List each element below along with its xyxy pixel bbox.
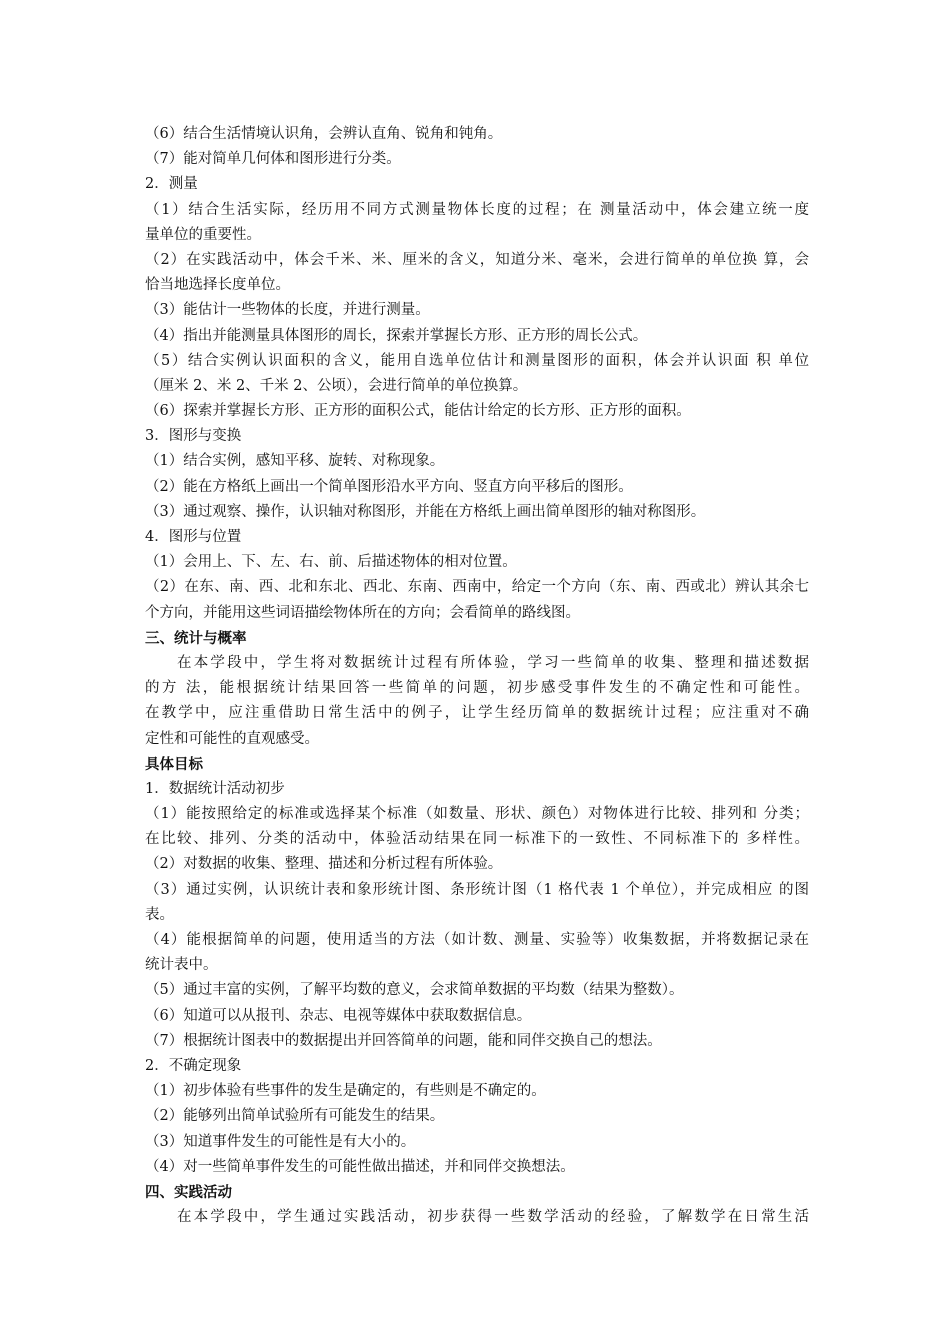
text-line: （7）能对简单几何体和图形进行分类。 [145, 151, 401, 168]
text-line: （1）初步体验有些事件的发生是确定的，有些则是不确定的。 [145, 1083, 546, 1100]
text-line: 定性和可能性的直观感受。 [145, 730, 319, 747]
text-line: （4）能根据简单的问题，使用适当的方法（如计数、测量、实验等）收集数据，并将数据记录在 [145, 932, 809, 948]
text-line: （4）指出并能测量具体图形的周长，探索并掌握长方形、正方形的周长公式。 [145, 327, 648, 344]
text-line: （4）对一些简单事件发生的可能性做出描述，并和同伴交换想法。 [145, 1158, 575, 1175]
text-line: （3）通过实例，认识统计表和象形统计图、条形统计图（1 格代表 1 个单位），并完成相应 的图 [145, 881, 809, 898]
text-line: （3）能估计一些物体的长度，并进行测量。 [145, 302, 430, 319]
text-line: （2）能够列出简单试验所有可能发生的结果。 [145, 1108, 445, 1125]
text-line: （7）根据统计图表中的数据提出并回答简单的问题，能和同伴交换自己的想法。 [145, 1032, 662, 1049]
text-line: （2）对数据的收集、整理、描述和分析过程有所体验。 [145, 856, 503, 873]
text-line: 统计表中。 [145, 957, 218, 974]
text-line: （2）在东、南、西、北和东北、西北、东南、西南中，给定一个方向（东、南、西或北）辨认其余七 [145, 579, 809, 596]
text-line: （1）能按照给定的标准或选择某个标准（如数量、形状、颜色）对物体进行比较、排列和 分类； [145, 806, 809, 823]
text-line: 2．测量 [145, 176, 198, 193]
text-line: （5）结合实例认识面积的含义，能用自选单位估计和测量图形的面积，体会并认识面 积 单位 [145, 352, 809, 369]
text-line: 2．不确定现象 [145, 1057, 242, 1074]
text-line: （3）知道事件发生的可能性是有大小的。 [145, 1133, 416, 1150]
text-line: 表。 [145, 906, 174, 923]
text-line: （6）知道可以从报刊、杂志、电视等媒体中获取数据信息。 [145, 1007, 532, 1024]
text-line: （1）结合实例，感知平移、旋转、对称现象。 [145, 453, 445, 470]
text-line: 3．图形与变换 [145, 428, 242, 445]
text-line: （2）在实践活动中，体会千米、米、厘米的含义，知道分米、毫米，会进行简单的单位换 算，会 [145, 251, 809, 268]
text-line: 在本学段中，学生通过实践活动，初步获得一些数学活动的经验，了解数学在日常生活 [177, 1209, 809, 1226]
text-line: 在本学段中，学生将对数据统计过程有所体验，学习一些简单的收集、整理和描述数据 [177, 654, 809, 671]
text-line: 的方 法，能根据统计结果回答一些简单的问题，初步感受事件发生的不确定性和可能性。 [145, 680, 809, 697]
text-line: （1）会用上、下、左、右、前、后描述物体的相对位置。 [145, 554, 517, 571]
text-line: （6）结合生活情境认识角，会辨认直角、锐角和钝角。 [145, 126, 503, 142]
section-heading: 三、统计与概率 [145, 629, 247, 647]
text-line: （3）通过观察、操作，认识轴对称图形，并能在方格纸上画出简单图形的轴对称图形。 [145, 503, 706, 520]
text-line: 个方向，并能用这些词语描绘物体所在的方向；会看简单的路线图。 [145, 604, 580, 621]
text-line: 1．数据统计活动初步 [145, 780, 285, 797]
text-line: 恰当地选择长度单位。 [145, 277, 290, 294]
text-line: 4．图形与位置 [145, 529, 242, 545]
text-line: （1）结合生活实际，经历用不同方式测量物体长度的过程；在 测量活动中，体会建立统一度 [145, 201, 809, 218]
section-heading: 具体目标 [145, 755, 203, 773]
text-line: 量单位的重要性。 [145, 226, 261, 243]
text-line: （厘米 2、米 2、千米 2、公顷），会进行简单的单位换算。 [145, 377, 528, 394]
text-line: （6）探索并掌握长方形、正方形的面积公式，能估计给定的长方形、正方形的面积。 [145, 403, 691, 420]
section-heading: 四、实践活动 [145, 1183, 232, 1201]
text-line: （2）能在方格纸上画出一个简单图形沿水平方向、竖直方向平移后的图形。 [145, 478, 633, 495]
text-line: （5）通过丰富的实例，了解平均数的意义，会求简单数据的平均数（结果为整数）。 [145, 982, 684, 999]
document-page [145, 122, 809, 1230]
text-line: 在教学中，应注重借助日常生活中的例子，让学生经历简单的数据统计过程；应注重对不确 [145, 705, 809, 722]
text-line: 在比较、排列、分类的活动中，体验活动结果在同一标准下的一致性、不同标准下的 多样性。 [145, 831, 809, 848]
